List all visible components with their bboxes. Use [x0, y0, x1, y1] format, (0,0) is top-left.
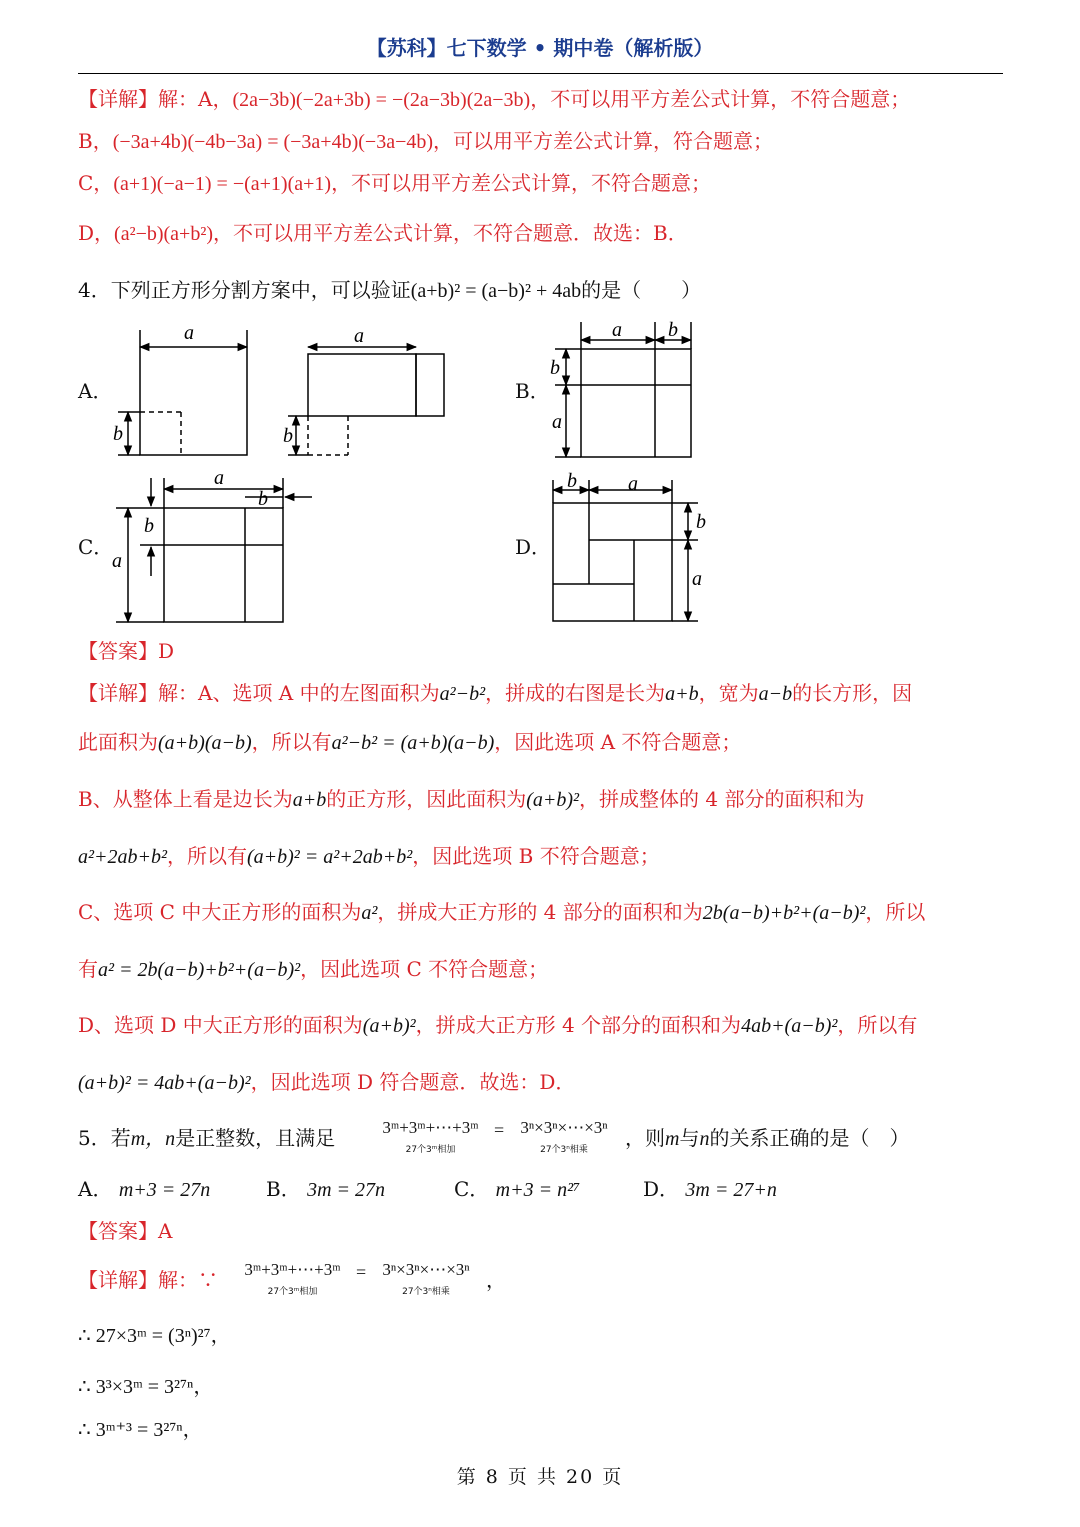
- dim-label-b: b: [668, 319, 678, 341]
- math-expression: a²−b²: [439, 683, 486, 705]
- analysis-text: ，拼成大正方形的 4 部分的面积和为: [377, 900, 703, 924]
- analysis-text: ，所以有: [251, 730, 332, 754]
- question-text: 的是（ ）: [581, 278, 702, 302]
- q5-stem-prefix: [78, 1124, 335, 1153]
- analysis-text: 【详解】解：A、选项 A 中的左图面积为: [78, 681, 440, 705]
- math-expression: 3ᵐ+3ᵐ+⋯+3ᵐ: [244, 1260, 341, 1279]
- analysis-text: ，拼成的右图是长为: [485, 681, 666, 705]
- math-expression: a² = 2b(a−b)+b²+(a−b)²: [98, 959, 301, 981]
- q5-option-d: [643, 1175, 777, 1204]
- q5-analysis-sum: [230, 1260, 355, 1297]
- dim-label-a: a: [692, 568, 702, 590]
- option-expression: 3m = 27n: [307, 1179, 386, 1201]
- page-number: 第 8 页 共 20 页: [456, 1466, 624, 1488]
- dim-label-b: b: [258, 488, 268, 510]
- math-expression: a−b: [758, 683, 793, 705]
- q4-analysis-b1: [78, 785, 864, 814]
- q5-analysis-prefix: 【详解】解：∵: [78, 1268, 218, 1292]
- analysis-text: ，因此选项 A 不符合题意；: [494, 730, 742, 754]
- math-expression: 3ⁿ×3ⁿ×⋯×3ⁿ: [520, 1118, 608, 1137]
- dim-label-b: b: [113, 423, 123, 445]
- analysis-text: ，不可以用平方差公式计算，不符合题意；: [530, 87, 911, 111]
- analysis-text: ，因此选项 B 不符合题意；: [412, 844, 660, 868]
- brace-note: 27个3ᵐ相加: [267, 1287, 318, 1297]
- q5-step-1: ∴ 27×3ᵐ = (3ⁿ)²⁷，: [78, 1325, 231, 1347]
- dim-label-a: a: [628, 473, 638, 495]
- analysis-text: ，不可以用平方差公式计算，不符合题意；: [331, 171, 712, 195]
- figure-a-left: [118, 330, 247, 455]
- question-text: 5．若: [78, 1126, 131, 1150]
- analysis-label: 【详解】解：A，: [78, 87, 233, 111]
- math-expression: 2b(a−b)+b²+(a−b)²: [702, 902, 866, 924]
- dim-label-a: a: [354, 325, 364, 347]
- option-label-d: D．: [515, 535, 552, 559]
- q5-stem-tail: [625, 1124, 909, 1153]
- math-expression: (a+b)² = (a−b)² + 4ab: [410, 280, 582, 302]
- brace-note: 27个3ⁿ相乘: [402, 1287, 450, 1297]
- analysis-text: 有: [78, 957, 98, 981]
- math-expression: a²−b² = (a+b)(a−b): [331, 732, 495, 754]
- analysis-text: ，宽为: [698, 681, 759, 705]
- q5-step-3: ∴ 3ᵐ⁺³ = 3²⁷ⁿ，: [78, 1419, 203, 1441]
- analysis-text: 的正方形，因此面积为: [326, 787, 527, 811]
- dim-label-b: b: [283, 425, 293, 447]
- question-text: ，则: [625, 1126, 665, 1150]
- q5-option-a: [78, 1175, 210, 1204]
- option-label: A．: [78, 1177, 113, 1201]
- q5-option-c: [454, 1175, 580, 1204]
- option-label-a: A．: [78, 379, 113, 403]
- brace-note: 27个3ᵐ相加: [405, 1145, 456, 1155]
- math-expression: (a+b)² = 4ab+(a−b)²: [78, 1072, 251, 1094]
- math-expression: a+b: [665, 683, 699, 705]
- figure-c: [116, 478, 312, 622]
- option-label: C，: [78, 171, 114, 195]
- q4-analysis-d2: [78, 1068, 575, 1097]
- option-expression: m+3 = 27n: [118, 1179, 211, 1201]
- math-expression: 4ab+(a−b)²: [741, 1015, 838, 1037]
- math-expression: (a+b)²: [362, 1015, 416, 1037]
- analysis-text: ，因此选项 C 不符合题意；: [300, 957, 549, 981]
- dim-label-b: b: [567, 470, 577, 492]
- dim-label-a: a: [112, 550, 122, 572]
- dim-label-a: a: [612, 319, 622, 341]
- math-expression: (a+b)²: [526, 789, 580, 811]
- option-label: D，: [78, 221, 115, 245]
- analysis-comma: ，: [486, 1268, 506, 1292]
- q4-analysis-d1: [78, 1011, 917, 1040]
- question-text: 的关系正确的是（ ）: [709, 1126, 910, 1150]
- equals-sign: =: [494, 1120, 505, 1140]
- q4-analysis-a1: [78, 679, 912, 708]
- page-header-title: 【苏科】七下数学 • 期中卷（解析版）: [366, 36, 714, 60]
- math-expression: a+b: [292, 789, 327, 811]
- figure-a-right: [288, 347, 444, 455]
- q4-analysis-a2: [78, 728, 741, 757]
- question-text: 与: [679, 1126, 700, 1150]
- question-text: 4．下列正方形分割方案中，可以验证: [78, 278, 411, 302]
- option-label: B，: [78, 129, 113, 153]
- option-label: D．: [643, 1177, 680, 1201]
- math-expression: (−3a+4b)(−4b−3a) = (−3a+4b)(−3a−4b): [112, 131, 434, 153]
- analysis-text: B、从整体上看是边长为: [78, 787, 293, 811]
- math-expression: 3ⁿ×3ⁿ×⋯×3ⁿ: [382, 1260, 470, 1279]
- q4-analysis-c2: [78, 955, 548, 984]
- option-label-c: C．: [78, 535, 114, 559]
- option-label-b: B．: [515, 379, 550, 403]
- analysis-text: 的长方形，因: [792, 681, 913, 705]
- equals-sign: =: [356, 1262, 367, 1282]
- q5-analysis-product: [368, 1260, 484, 1297]
- q5-step-2: ∴ 3³×3ᵐ = 3²⁷ⁿ，: [78, 1376, 214, 1398]
- math-expression: (a+b)(a−b): [158, 732, 252, 754]
- q5-option-b: [266, 1175, 385, 1204]
- math-expression: (a²−b)(a+b²): [114, 223, 213, 245]
- analysis-text: ，因此选项 D 符合题意．故选：D．: [250, 1070, 576, 1094]
- figure-d: [553, 480, 698, 621]
- math-expression: a²+2ab+b²: [78, 846, 167, 868]
- math-variable: m: [665, 1128, 680, 1150]
- dim-label-b: b: [696, 511, 706, 533]
- option-label: C．: [454, 1177, 490, 1201]
- brace-note: 27个3ⁿ相乘: [540, 1145, 588, 1155]
- dim-label-a: a: [552, 411, 562, 433]
- math-expression: (a+b)² = a²+2ab+b²: [246, 846, 413, 868]
- analysis-text: C、选项 C 中大正方形的面积为: [78, 900, 362, 924]
- dim-label-a: a: [184, 322, 194, 344]
- math-expression: a²: [361, 902, 378, 924]
- analysis-text: ，所以有: [166, 844, 247, 868]
- q5-product-expression: [506, 1118, 622, 1155]
- analysis-text: ，所以有: [837, 1013, 918, 1037]
- math-variable: n: [699, 1128, 710, 1150]
- dim-label-b: b: [550, 357, 560, 379]
- q5-sum-expression: [368, 1118, 493, 1155]
- math-expression: 3ᵐ+3ᵐ+⋯+3ᵐ: [382, 1118, 479, 1137]
- question-text: 是正整数，且满足: [175, 1126, 336, 1150]
- math-expression: (a+1)(−a−1) = −(a+1)(a+1): [113, 173, 332, 195]
- analysis-text: ，可以用平方差公式计算，符合题意；: [433, 129, 774, 153]
- dim-label-a: a: [214, 467, 224, 489]
- option-label: B．: [266, 1177, 301, 1201]
- option-expression: m+3 = n²⁷: [495, 1179, 581, 1201]
- dim-label-b: b: [144, 515, 154, 537]
- q4-analysis-c1: [78, 898, 925, 927]
- q4-analysis-b2: [78, 842, 660, 871]
- analysis-text: 此面积为: [78, 730, 158, 754]
- figure-b: [555, 322, 691, 457]
- analysis-text: ，拼成大正方形 4 个部分的面积和为: [415, 1013, 742, 1037]
- option-expression: 3m = 27+n: [685, 1179, 777, 1201]
- math-expression: (2a−3b)(−2a+3b) = −(2a−3b)(2a−3b): [232, 89, 531, 111]
- math-variables: m，n: [130, 1128, 176, 1150]
- q4-answer: 【答案】D: [78, 639, 175, 663]
- q5-answer: 【答案】A: [78, 1219, 173, 1243]
- analysis-text: ，拼成整体的 4 部分的面积和为: [579, 787, 865, 811]
- analysis-text: ，不可以用平方差公式计算，不符合题意．故选：B．: [213, 221, 688, 245]
- analysis-text: ，所以: [865, 900, 926, 924]
- analysis-text: D、选项 D 中大正方形的面积为: [78, 1013, 363, 1037]
